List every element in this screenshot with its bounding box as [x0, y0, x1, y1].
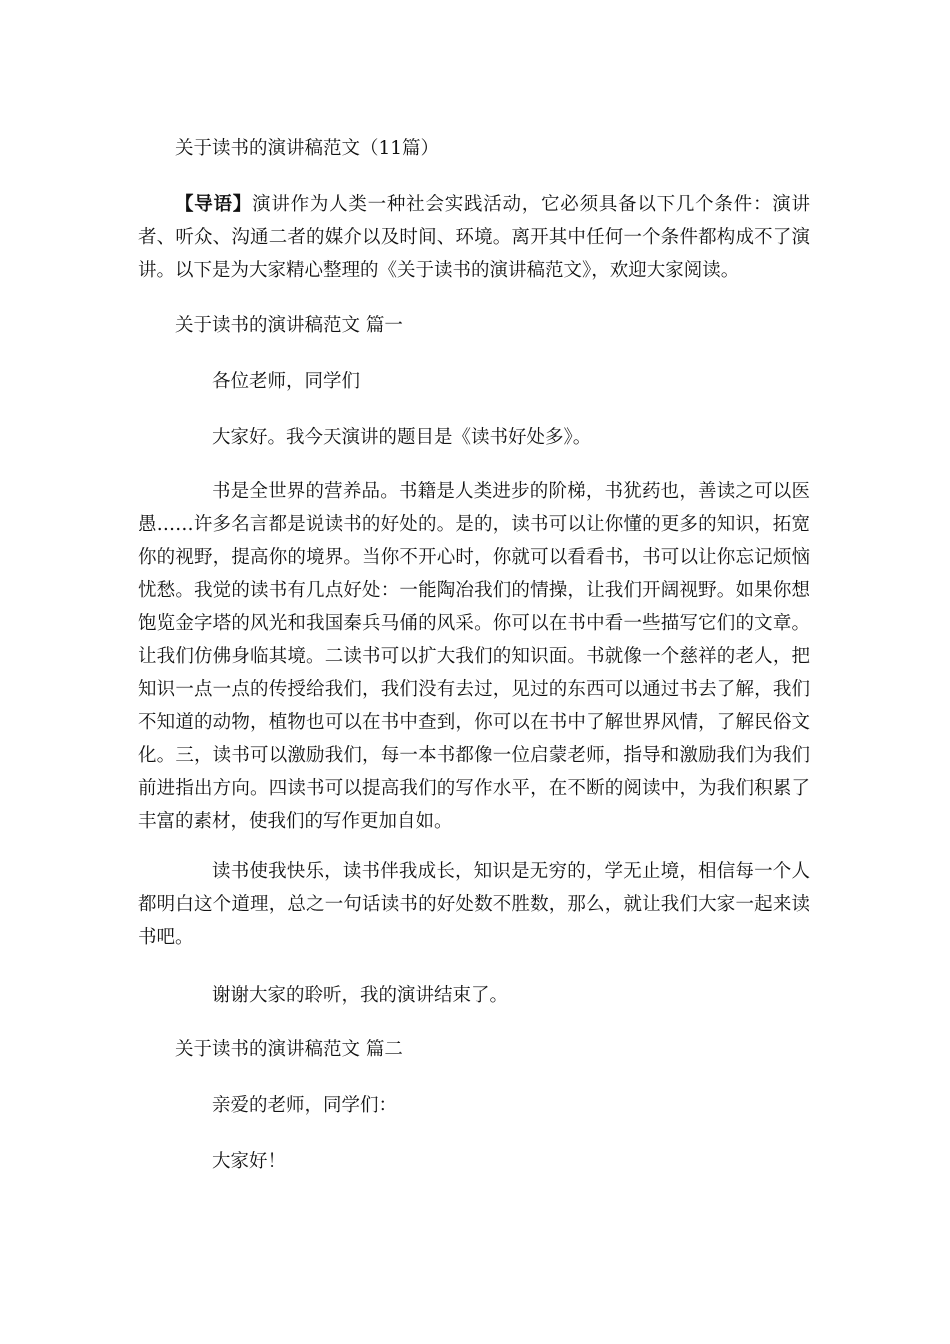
salutation-2: 亲爱的老师，同学们：	[212, 1095, 398, 1116]
intro-paragraph	[138, 188, 810, 287]
section-heading-2: 关于读书的演讲稿范文 篇二	[175, 1039, 403, 1060]
body-paragraph-1: 书是全世界的营养品。书籍是人类进步的阶梯，书犹药也，善读之可以医愚……许多名言都是说读书的好处的。是的，读书可以让你懂的更多的知识，拓宽你的视野，提高你的境界。当你不开心时，你就可以看看书，书可以让你忘记烦恼忧愁。我觉的读书有几点好处：一能陶冶我们的情操，让我们开阔视野。如果你想饱览金字塔的风光和我国秦兵马俑的风采。你可以在书中看一些描写它们的文章。让我们仿佛身临其境。二读书可以扩大我们的知识面。书就像一个慈祥的老人，把知识一点一点的传授给我们，我们没有去过，见过的东西可以通过书去了解，我们不知道的动物，植物也可以在书中查到，你可以在书中了解世界风情，了解民俗文化。三，读书可以激励我们，每一本书都像一位启蒙老师，指导和激励我们为我们前进指出方向。四读书可以提高我们的写作水平，在不断的阅读中，为我们积累了丰富的素材，使我们的写作更加自如。	[138, 481, 810, 832]
greeting-2: 大家好！	[212, 1151, 287, 1172]
document-title: 关于读书的演讲稿范文（11篇）	[175, 138, 440, 159]
intro-text: 演讲作为人类一种社会实践活动，它必须具备以下几个条件：演讲者、听众、沟通二者的媒介以及时间、环境。离开其中任何一个条件都构成不了演讲。以下是为大家精心整理的《关于读书的演讲稿范文》，欢迎大家阅读。	[138, 194, 810, 281]
greeting-1: 大家好。我今天演讲的题目是《读书好处多》。	[212, 427, 592, 448]
salutation-1: 各位老师，同学们	[212, 371, 361, 392]
section-heading-1: 关于读书的演讲稿范文 篇一	[175, 315, 403, 336]
body-paragraph-2: 读书使我快乐，读书伴我成长，知识是无穷的，学无止境，相信每一个人都明白这个道理，总之一句话读书的好处数不胜数，那么，就让我们大家一起来读书吧。	[138, 861, 810, 948]
closing-1: 谢谢大家的聆听，我的演讲结束了。	[212, 985, 509, 1006]
intro-label: 【导语】	[175, 194, 253, 215]
